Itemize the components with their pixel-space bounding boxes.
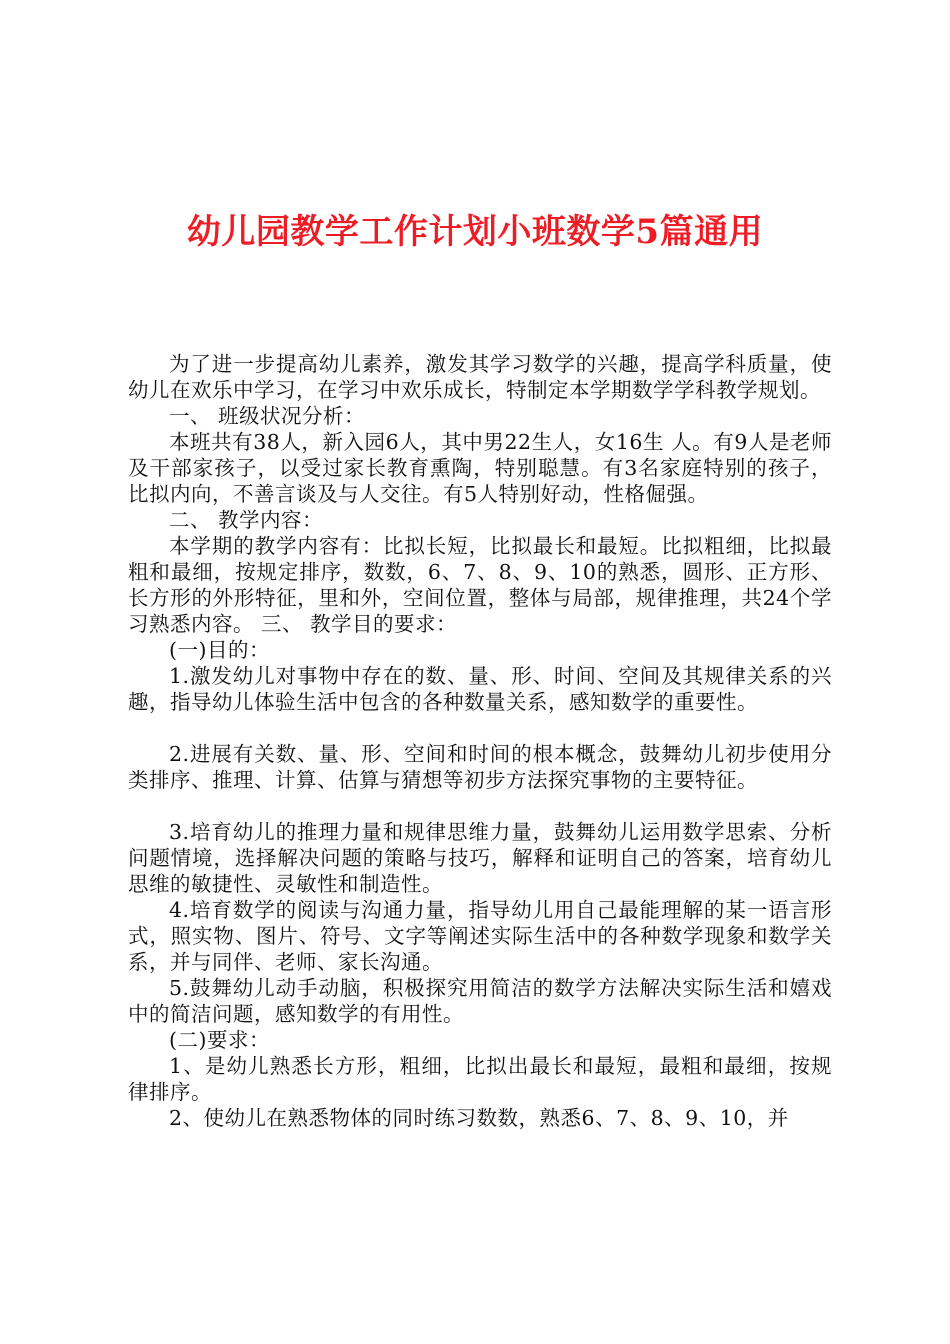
paragraph-teaching-content: 本学期的教学内容有：比拟长短，比拟最长和最短。比拟粗细，比拟最粗和最细，按规定排序，数数，6、7、8、9、10的熟悉，圆形、正方形、长方形的外形特征，里和外，空间位置，整体与局部，规律推理，共24个学习熟悉内容。 三、 教学目的要求： <box>128 534 832 636</box>
heading-teaching-content: 二、 教学内容： <box>169 508 324 532</box>
paragraph-class-analysis: 本班共有38人，新入园6人，其中男22生人，女16生 人。有9人是老师及干部家孩子，以受过家长教育熏陶，特别聪慧。有3名家庭特别的孩子，比拟内向，不善言谈及与人交往。有5人特别好动，性格倔强。 <box>128 430 832 506</box>
heading-requirements: (二)要求： <box>169 1028 270 1052</box>
paragraph-intro: 为了进一步提高幼儿素养，激发其学习数学的兴趣，提高学科质量，使幼儿在欢乐中学习，在学习中欢乐成长，特制定本学期数学学科教学规划。 <box>128 352 832 402</box>
document-title: 幼儿园教学工作计划小班数学5篇通用 <box>186 212 764 252</box>
heading-goals: (一)目的： <box>169 638 270 662</box>
heading-class-analysis: 一、 班级状况分析： <box>169 404 366 428</box>
goal-item-4: 4.培育数学的阅读与沟通力量，指导幼儿用自己最能理解的某一语言形式，照实物、图片、符号、文字等阐述实际生活中的各种数学现象和数学关系，并与同伴、老师、家长沟通。 <box>128 898 832 974</box>
document-body <box>128 351 832 1131</box>
goal-item-5: 5.鼓舞幼儿动手动脑，积极探究用简洁的数学方法解决实际生活和嬉戏中的简洁问题，感知数学的有用性。 <box>128 976 832 1026</box>
requirement-item-2: 2、使幼儿在熟悉物体的同时练习数数，熟悉6、7、8、9、10，并 <box>169 1106 789 1130</box>
goal-item-3: 3.培育幼儿的推理力量和规律思维力量，鼓舞幼儿运用数学思索、分析问题情境，选择解决问题的策略与技巧，解释和证明自己的答案，培育幼儿思维的敏捷性、灵敏性和制造性。 <box>128 820 832 896</box>
goal-item-1: 1.激发幼儿对事物中存在的数、量、形、时间、空间及其规律关系的兴趣，指导幼儿体验生活中包含的各种数量关系，感知数学的重要性。 <box>128 664 832 714</box>
requirement-item-1: 1、是幼儿熟悉长方形，粗细，比拟出最长和最短，最粗和最细，按规律排序。 <box>128 1054 832 1104</box>
goal-item-2: 2.进展有关数、量、形、空间和时间的根本概念，鼓舞幼儿初步使用分类排序、推理、计算、估算与猜想等初步方法探究事物的主要特征。 <box>128 742 832 792</box>
